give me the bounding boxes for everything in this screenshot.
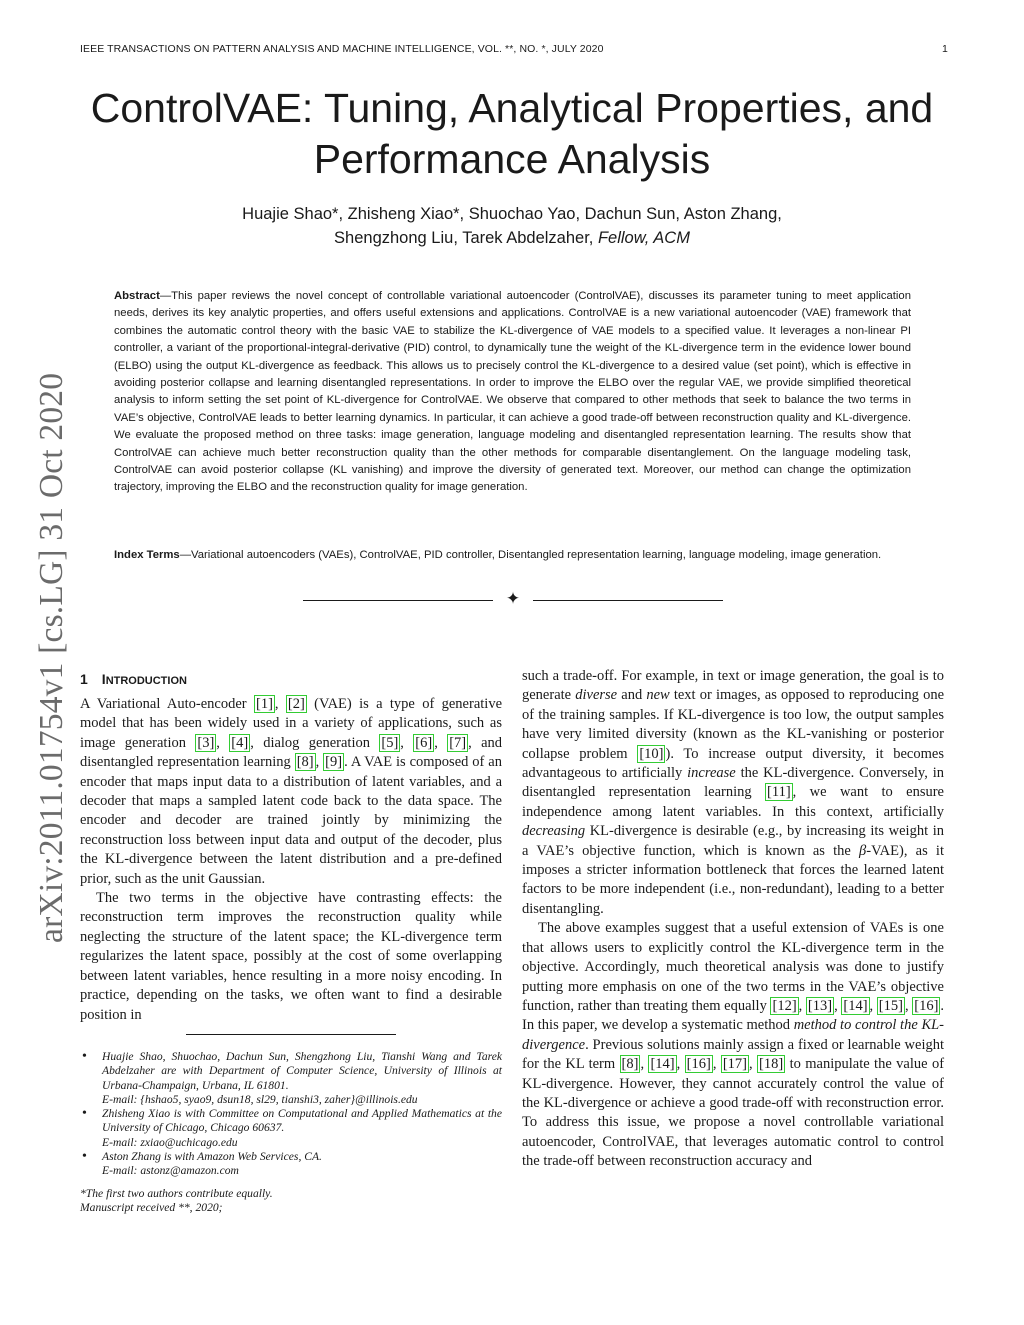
footnote-text: Aston Zhang is with Amazon Web Services, CA. xyxy=(102,1149,322,1163)
author-list xyxy=(60,202,964,250)
intro-paragraph-4 xyxy=(522,919,944,1171)
separator-star-icon: ✦ xyxy=(505,589,521,608)
text-run: . A VAE is composed of an encoder that maps input data to a distribution of latent variables, and a decoder that maps a sampled latent code back to the data space. The encoder and decoder are trained jointly by minimizing the reconstruction loss between input data and output of the decoder, plus the KL-divergence between the latent distribution and a pre-defined prior, such as the unit Gaussian. xyxy=(80,754,502,887)
text-run: . In this paper, we develop a systematic method xyxy=(522,997,945,1034)
footnote-rule xyxy=(186,1034,396,1035)
author-fellow-affiliation: Fellow, ACM xyxy=(597,229,690,247)
citation-link[interactable]: [14] xyxy=(843,997,868,1014)
citation-link[interactable]: [15] xyxy=(878,997,903,1014)
text-run: and xyxy=(617,687,647,704)
text-run: , xyxy=(749,1056,758,1073)
authors-line-1: Huajie Shao*, Zhisheng Xiao*, Shuochao Yao, Dachun Sun, Aston Zhang, xyxy=(242,205,782,223)
citation-link[interactable]: [12] xyxy=(772,997,797,1014)
footnote-text: Huajie Shao, Shuochao, Dachun Sun, Shengzhong Liu, Tianshi Wang and Tarek Abdelzaher are with Department of Computer Science, University of Illinois at Urbana-Champaign, Urbana, IL 61801. xyxy=(102,1049,502,1092)
equal-contribution-note: *The first two authors contribute equally. xyxy=(80,1186,273,1200)
citation-link[interactable]: [16] xyxy=(686,1056,711,1073)
authors-line-2: Shengzhong Liu, Tarek Abdelzaher, xyxy=(334,229,598,247)
text-run: , xyxy=(434,734,448,751)
footnote-affiliation-uiuc xyxy=(80,1050,502,1107)
text-run: KL-divergence is desirable (e.g., by increasing its weight in a VAE’s objective function, which is known as the xyxy=(522,823,944,859)
page-number: 1 xyxy=(942,43,948,55)
emphasis-text: increase xyxy=(687,765,736,782)
text-run: , dialog generation xyxy=(250,734,380,751)
right-column xyxy=(522,667,944,1172)
citation-link[interactable]: [5] xyxy=(381,734,399,751)
text-run: , xyxy=(869,997,877,1014)
abstract xyxy=(114,288,911,497)
running-header xyxy=(80,43,948,55)
index-terms xyxy=(114,547,911,564)
manuscript-received-note: Manuscript received **, 2020; xyxy=(80,1200,223,1214)
text-run: -VAE), as it imposes a stricter information bottleneck that forces the learned latent factors to be more independent (i.e., non-redundant), leading to a better disentangling. xyxy=(522,842,944,917)
title-line-2: Performance Analysis xyxy=(313,136,711,182)
citation-link[interactable]: [16] xyxy=(914,997,939,1014)
section-title-initial: I xyxy=(101,671,106,687)
citation-link[interactable]: [1] xyxy=(255,696,273,712)
text-run: text or images, as opposed to reproducing one of the training samples. If KL-divergence is too low, the output samples have very limited diversity (known as the KL-vanishing or posterior collapse problem xyxy=(522,687,945,762)
beta-symbol: β xyxy=(859,842,867,859)
text-run: A Variational Auto-encoder xyxy=(80,696,254,712)
citation-link[interactable]: [3] xyxy=(197,734,215,751)
citation-link[interactable]: [8] xyxy=(296,754,314,771)
text-run: , xyxy=(676,1056,685,1073)
paper-title xyxy=(60,83,964,185)
footnote-affiliation-amazon xyxy=(80,1150,502,1179)
intro-paragraph-3 xyxy=(522,667,944,919)
emphasis-text: decreasing xyxy=(522,823,586,840)
separator-rule-left xyxy=(303,600,493,601)
section-title-rest: NTRODUCTION xyxy=(105,675,187,687)
text-run: , and disentangled representation learning xyxy=(80,734,503,771)
separator-rule-right xyxy=(533,600,723,601)
index-terms-label: Index Terms xyxy=(114,549,180,561)
affiliation-footnotes xyxy=(80,1050,502,1179)
text-run: (VAE) is a type of generative model that has been widely used in a variety of applications, such as image generation xyxy=(80,696,503,751)
citation-link[interactable]: [7] xyxy=(449,734,467,751)
footnote-email[interactable]: E-mail: {hshao5, syao9, dsun18, sl29, tianshi3, zaher}@illinois.edu xyxy=(102,1092,418,1106)
text-run: , we want to ensure independence among latent variables. In this context, artificially xyxy=(522,784,944,820)
citation-link[interactable]: [11] xyxy=(767,784,791,801)
running-title: IEEE TRANSACTIONS ON PATTERN ANALYSIS AND MACHINE INTELLIGENCE, VOL. **, NO. *, JULY 2020 xyxy=(80,43,604,55)
citation-link[interactable]: [14] xyxy=(650,1056,675,1073)
text-run: , xyxy=(904,997,913,1014)
citation-link[interactable]: [2] xyxy=(287,696,305,712)
footnote-email[interactable]: E-mail: zxiao@uchicago.edu xyxy=(102,1135,238,1149)
citation-link[interactable]: [9] xyxy=(325,754,343,771)
text-run: The above examples suggest that a useful extension of VAEs is one that allows users to explicitly control the KL-divergence term in the objective. Accordingly, much theoretical analysis was done to justify putting more emphasis on one of the two terms in the VAE’s objective function, rather than treating them equally xyxy=(522,920,944,1014)
citation-link[interactable]: [10] xyxy=(639,745,664,762)
text-run: , xyxy=(216,734,230,751)
citation-link[interactable]: [17] xyxy=(722,1056,748,1073)
section-number: 1 xyxy=(80,671,88,687)
text-run: , xyxy=(315,754,324,771)
footnote-affiliation-uchicago xyxy=(80,1107,502,1150)
citation-link[interactable]: [6] xyxy=(415,734,433,751)
text-run: , xyxy=(274,696,286,712)
text-run: to manipulate the value of KL-divergence. However, they cannot accurately control the value of the KL-divergence or achieve a good trade-off with reconstruction error. To address this issue, we propose a novel controllable variational autoencoder, ControlVAE, that leverages automatic control to control the trade-off between reconstruction accuracy and xyxy=(522,1056,945,1170)
text-run: , xyxy=(640,1056,649,1073)
emphasis-text: new xyxy=(646,687,670,704)
intro-paragraph-1 xyxy=(80,695,502,889)
footnote-email[interactable]: E-mail: astonz@amazon.com xyxy=(102,1164,239,1178)
section-heading-introduction xyxy=(80,669,502,689)
text-run: , xyxy=(400,734,414,751)
text-run: , xyxy=(798,997,806,1014)
title-line-1: ControlVAE: Tuning, Analytical Properties, and xyxy=(90,85,934,131)
text-run: , xyxy=(834,997,842,1014)
text-run: ). To increase output diversity, it becomes advantageous to artificially xyxy=(522,745,944,782)
arxiv-identifier[interactable]: arXiv:2011.01754v1 [cs.LG] 31 Oct 2020 xyxy=(33,372,70,943)
citation-link[interactable]: [8] xyxy=(621,1056,639,1073)
text-run: , xyxy=(712,1056,721,1073)
citation-link[interactable]: [18] xyxy=(759,1056,784,1073)
index-terms-text: —Variational autoencoders (VAEs), ControlVAE, PID controller, Disentangled representation learning, language modeling, image generation. xyxy=(179,549,882,561)
citation-link[interactable]: [13] xyxy=(807,997,833,1014)
intro-paragraph-2: The two terms in the objective have contrasting effects: the reconstruction term improves the reconstruction quality while neglecting the structure of the latent space; the KL-divergence term regularizes the latent space, possibly at the cost of some overlapping between latent variables, hence resulting in a more noisy encoding. In practice, depending on the tasks, we often want to find a desirable position in xyxy=(80,890,502,1023)
section-separator xyxy=(303,591,723,611)
citation-link[interactable]: [4] xyxy=(231,734,249,751)
left-column xyxy=(80,667,502,1215)
emphasis-text: diverse xyxy=(575,687,618,704)
footnote-text: Zhisheng Xiao is with Committee on Computational and Applied Mathematics at the University of Chicago, Chicago 60637. xyxy=(102,1107,502,1135)
footnote-notes xyxy=(80,1187,502,1216)
text-run: such a trade-off. For example, in text or image generation, the goal is to generate xyxy=(522,668,944,704)
abstract-text: —This paper reviews the novel concept of controllable variational autoencoder (ControlVAE), discusses its parameter tuning to meet application needs, derives its key analytic properties, and offers useful extensions and applications. ControlVAE is a new variational autoencoder (VAE) framework that combines the automatic control theory with the basic VAE to stabilize the KL-divergence of VAE models to a specified value. It leverages a non-linear PI controller, a variant of the proportional-integral-derivative (PID) control, to dynamically tune the weight of the KL-divergence term in the evidence lower bound (ELBO) using the output KL-divergence as feedback. This allows us to precisely control the KL-divergence to a desired value (set point), which is effective in avoiding posterior collapse and learning disentangled representations. In order to improve the ELBO over the regular VAE, we provide simplified theoretical analysis to inform setting the set point of KL-divergence for ControlVAE. We observe that compared to other methods that seek to balance the two terms in VAE’s objective, ControlVAE leads to better learning dynamics. In particular, it can achieve a good trade-off between reconstruction quality and KL-divergence. We evaluate the proposed method on three tasks: image generation, language modeling and disentangled representation learning. The results show that ControlVAE can achieve much better reconstruction quality than the other methods for comparable disentanglement. On the language modeling task, ControlVAE can avoid posterior collapse (KL vanishing) and improve the diversity of generated text. Moreover, our method can change the optimization trajectory, improving the ELBO and the reconstruction quality for image generation. xyxy=(114,290,911,494)
emphasis-text: method to control the KL-divergence xyxy=(522,1017,945,1053)
text-run: the KL-divergence. Conversely, in disentangled representation learning xyxy=(522,765,944,801)
text-run: . Previous solutions mainly assign a fixed or learnable weight for the KL term xyxy=(522,1036,944,1073)
abstract-label: Abstract xyxy=(114,290,160,302)
